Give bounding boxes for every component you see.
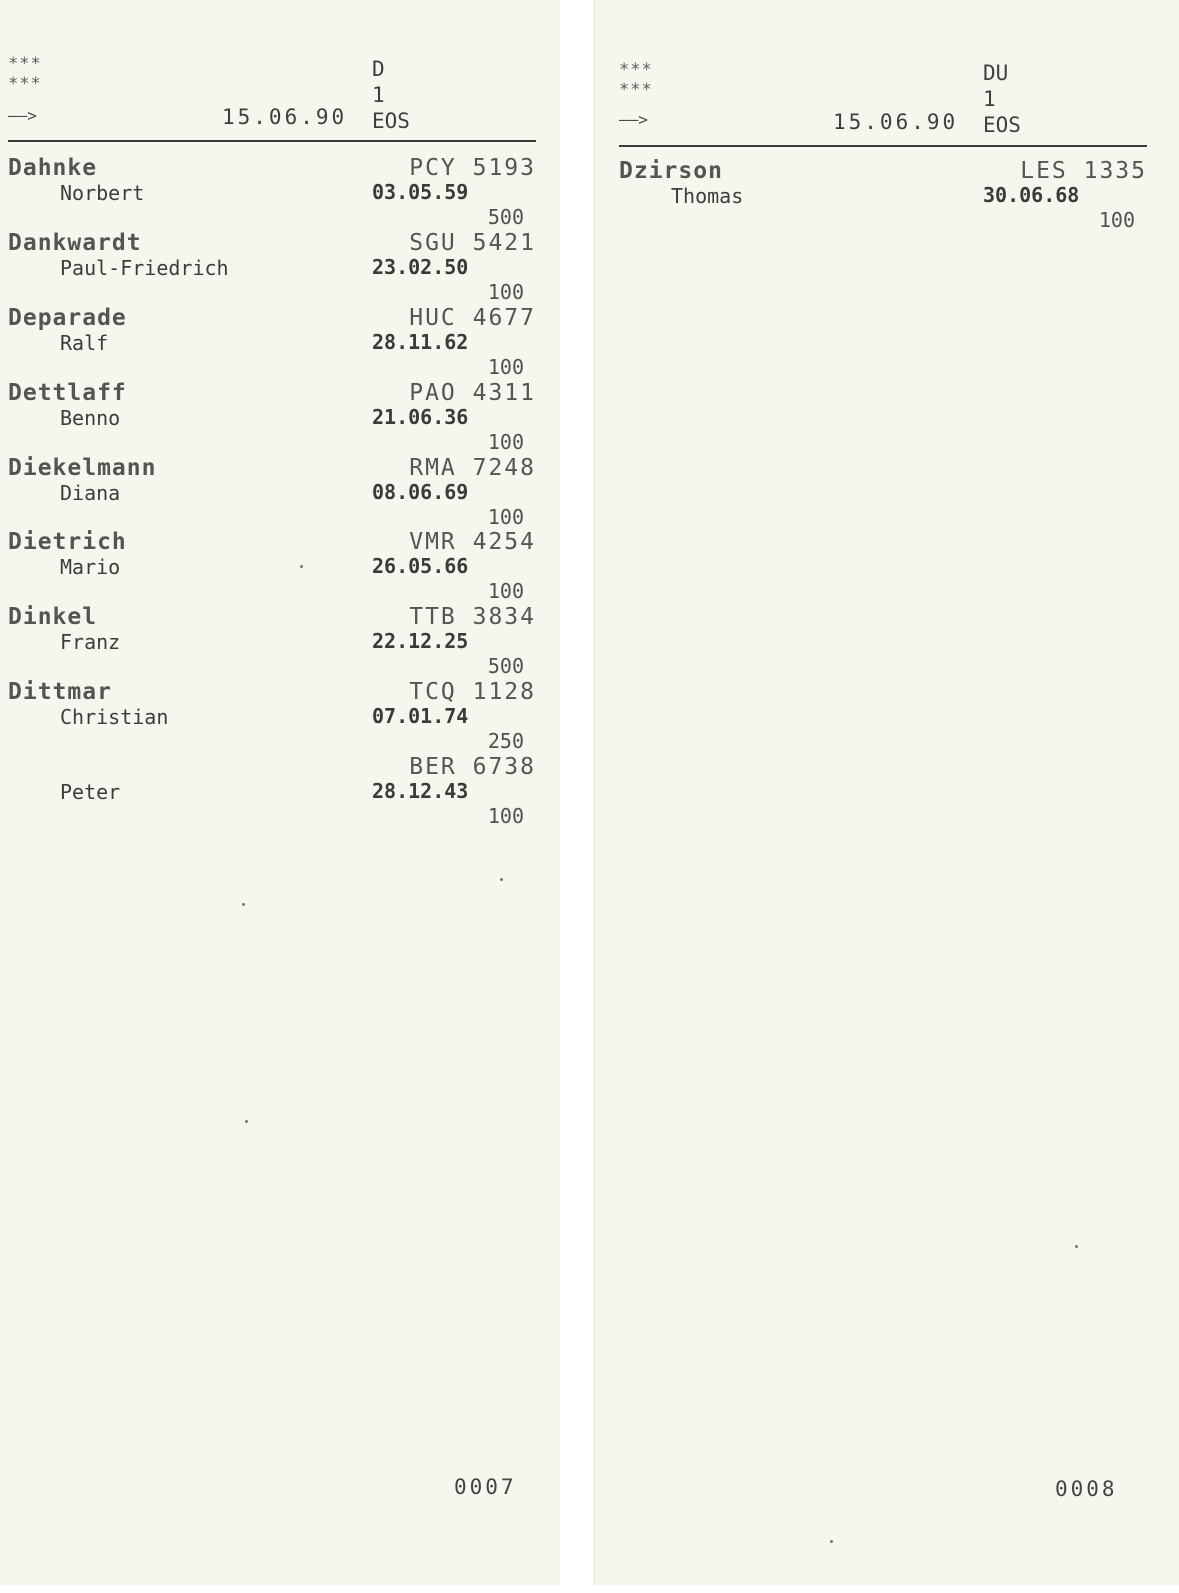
paper-speck: [242, 903, 245, 906]
paper-speck: [245, 1120, 248, 1123]
record-code: BER 6738: [409, 754, 536, 780]
record-code: TCQ 1128: [409, 679, 536, 705]
record-code: HUC 4677: [409, 305, 536, 331]
firstname: Norbert: [60, 181, 145, 205]
record-code: LES 1335: [1020, 158, 1147, 184]
firstname: Thomas: [671, 184, 744, 208]
firstname: Ralf: [60, 331, 109, 355]
surname: Dittmar: [8, 679, 112, 705]
firstname: Diana: [60, 481, 121, 505]
paper-speck: [500, 878, 503, 881]
page-number: 0008: [1055, 1477, 1118, 1501]
paper-speck: [830, 1540, 833, 1543]
amount: 100: [487, 505, 524, 529]
header-mark-line: ***: [8, 74, 42, 94]
surname: Deparade: [8, 305, 127, 331]
birth-date: 07.01.74: [372, 704, 469, 728]
header-divider: [619, 145, 1147, 147]
paper-speck: [300, 565, 303, 568]
birth-date: 23.02.50: [372, 255, 469, 279]
amount: 250: [487, 729, 524, 753]
amount: 100: [1098, 208, 1135, 232]
record-code: PAO 4311: [409, 380, 536, 406]
firstname: Franz: [60, 630, 121, 654]
printout-page-left: [0, 0, 560, 1585]
header-code: [983, 60, 1021, 138]
paper-speck: [1075, 1245, 1078, 1248]
birth-date: 22.12.25: [372, 629, 469, 653]
header-date: 15.06.90: [833, 110, 959, 134]
surname: Dahnke: [8, 155, 98, 181]
record-code: RMA 7248: [409, 455, 536, 481]
list-item: [0, 679, 536, 754]
arrow-icon: ——>: [619, 110, 648, 129]
surname: Dettlaff: [8, 380, 127, 406]
header-code-line: D: [372, 57, 385, 81]
list-item: [0, 455, 536, 530]
surname: Dzirson: [619, 158, 723, 184]
list-item: [611, 158, 1147, 233]
amount: 100: [487, 579, 524, 603]
list-item: [0, 380, 536, 455]
header-mark-line: ***: [619, 80, 653, 100]
amount: 100: [487, 280, 524, 304]
birth-date: 28.12.43: [372, 779, 469, 803]
header-marks: [8, 54, 42, 94]
header-code-line: 1: [372, 83, 385, 107]
birth-date: 21.06.36: [372, 405, 469, 429]
firstname: Benno: [60, 406, 121, 430]
list-item: [0, 754, 536, 829]
firstname: Peter: [60, 780, 121, 804]
amount: 100: [487, 430, 524, 454]
header-mark-line: ***: [8, 54, 42, 74]
surname: Dinkel: [8, 604, 98, 630]
surname: Dankwardt: [8, 230, 142, 256]
amount: 500: [487, 205, 524, 229]
header-divider: [8, 140, 536, 142]
printout-page-right: [594, 0, 1179, 1585]
firstname: Christian: [60, 705, 169, 729]
header-code-line: EOS: [983, 113, 1021, 137]
amount: 100: [487, 804, 524, 828]
page-number: 0007: [454, 1475, 517, 1499]
birth-date: 08.06.69: [372, 480, 469, 504]
list-item: [0, 230, 536, 305]
surname: Dietrich: [8, 529, 127, 555]
amount: 100: [487, 355, 524, 379]
arrow-icon: ——>: [8, 106, 37, 125]
birth-date: 03.05.59: [372, 180, 469, 204]
header-code-line: DU: [983, 61, 1009, 85]
record-code: VMR 4254: [409, 529, 536, 555]
firstname: Paul-Friedrich: [60, 256, 229, 280]
list-item: [0, 305, 536, 380]
surname: Diekelmann: [8, 455, 157, 481]
header-code-line: EOS: [372, 109, 410, 133]
header-date: 15.06.90: [222, 105, 348, 129]
record-code: PCY 5193: [409, 155, 536, 181]
header-code: [372, 56, 410, 134]
header-marks: [619, 60, 653, 100]
header-code-line: 1: [983, 87, 996, 111]
header-mark-line: ***: [619, 60, 653, 80]
list-item: [0, 155, 536, 230]
record-code: SGU 5421: [409, 230, 536, 256]
list-item: [0, 529, 536, 604]
birth-date: 26.05.66: [372, 554, 469, 578]
record-code: TTB 3834: [409, 604, 536, 630]
amount: 500: [487, 654, 524, 678]
firstname: Mario: [60, 555, 121, 579]
birth-date: 28.11.62: [372, 330, 469, 354]
list-item: [0, 604, 536, 679]
birth-date: 30.06.68: [983, 183, 1080, 207]
